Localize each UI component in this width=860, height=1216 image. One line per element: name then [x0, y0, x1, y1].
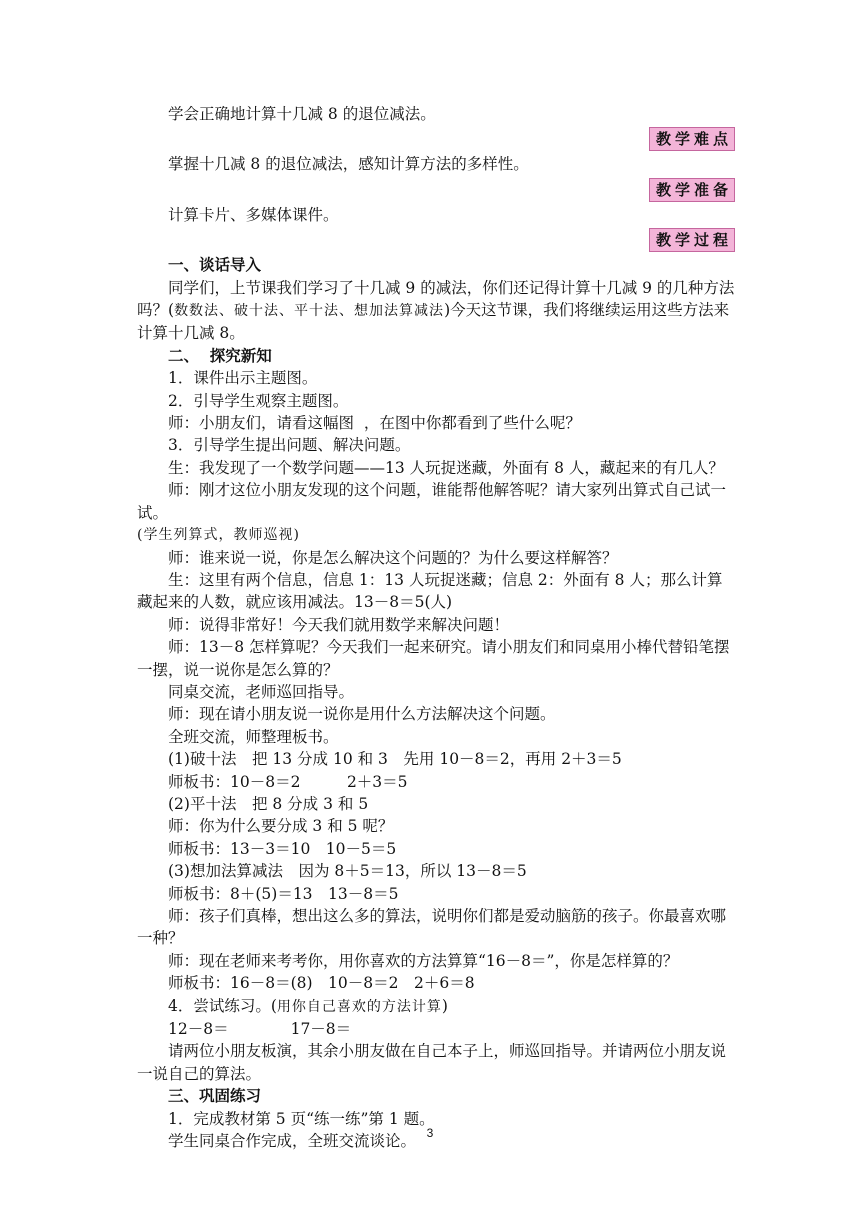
text-line: 师：刚才这位小朋友发现的这个问题，谁能帮他解答呢？请大家列出算式自己试一试。 [137, 481, 727, 522]
text-line: 师板书：8＋(5)＝13 13－8＝5 [168, 884, 399, 903]
paragraph: 请两位小朋友板演，其余小朋友做在自己本子上，师巡回指导。并请两位小朋友说一说自己的算法。 [137, 1042, 727, 1083]
heading-badge-difficulty: 教学难点 [649, 127, 735, 151]
text-line: 师板书：10－8＝2 2＋3＝5 [168, 772, 408, 791]
text-line: 师板书：16－8＝(8) 10－8＝2 2＋6＝8 [168, 974, 475, 993]
text-line: 师：谁来说一说，你是怎么解决这个问题的？为什么要这样解答？ [168, 548, 618, 567]
text-line: 师板书：13－3＝10 10－5＝5 [168, 839, 397, 858]
text-line: 12－8＝ 17－8＝ [168, 1020, 352, 1039]
section-heading: 三、巩固练习 [168, 1086, 262, 1106]
paragraph: 同学们，上节课我们学习了十几减 9 的减法，你们还记得计算十几减 9 的几种方法吗？(数数法、破十法、平十法、想加法算减法)今天这节课，我们将继续运用这些方法来计算十几减 8。 [137, 278, 735, 343]
paragraph: 生：这里有两个信息，信息 1：13 人玩捉迷藏；信息 2：外面有 8 人；那么计算藏起来的人数，就应该用减法。13－8＝5(人) [137, 570, 723, 612]
text-line: 3．引导学生提出问题、解决问题。 [168, 436, 411, 455]
text-line: (3)想加法算减法 因为 8＋5＝13，所以 13－8＝5 [168, 862, 527, 881]
text-line: 生：我发现了一个数学问题——13 人玩捉迷藏，外面有 8 人，藏起来的有几人？ [168, 458, 724, 477]
text-line: 师：说得非常好！今天我们就用数学来解决问题！ [168, 615, 510, 634]
text-line: 1．课件出示主题图。 [168, 369, 318, 388]
heading-row [137, 125, 737, 153]
text-line: 师：你为什么要分成 3 和 5 呢？ [168, 817, 394, 836]
heading-badge-preparation: 教学准备 [649, 178, 735, 202]
text-line: (1)破十法 把 13 分成 10 和 3 先用 10－8＝2，再用 2＋3＝5 [168, 750, 622, 769]
page-number: 3 [426, 1126, 434, 1140]
text-line: 师：现在请小朋友说一说你是用什么方法解决这个问题。 [168, 705, 556, 724]
text-line: 同桌交流，老师巡回指导。 [168, 682, 355, 701]
text-line: 全班交流，师整理板书。 [168, 727, 339, 746]
text-line: 师：孩子们真棒，想出这么多的算法，说明你们都是爱动脑筋的孩子。你最喜欢哪一种？ [137, 907, 727, 948]
section-heading: 一、谈话导入 [168, 255, 262, 275]
text-line: 计算卡片、多媒体课件。 [168, 205, 339, 224]
text-line: 师：现在老师来考考你，用你喜欢的方法算算“16－8＝”，你是怎样算的？ [168, 951, 679, 970]
text-line: 4．尝试练习。(用你自己喜欢的方法计算) [168, 996, 448, 1015]
text-line: (学生列算式，教师巡视) [137, 527, 300, 544]
heading-row [137, 176, 737, 204]
text-line: (2)平十法 把 8 分成 3 和 5 [168, 794, 369, 813]
text-line: 师：小朋友们，请看这幅图 ，在图中你都看到了些什么呢？ [168, 414, 581, 433]
heading-badge-process: 教学过程 [649, 228, 735, 252]
text-line: 1．完成教材第 5 页“练一练”第 1 题。 [168, 1109, 435, 1128]
section-heading: 二、 探究新知 [168, 345, 272, 365]
paragraph: 师：13－8 怎样算呢？今天我们一起来研究。请小朋友们和同桌用小棒代替铅笔摆一摆，说一说你是怎么算的？ [137, 638, 730, 679]
text-line: 学会正确地计算十几减 8 的退位减法。 [168, 105, 436, 123]
lesson-content [137, 103, 737, 1152]
text-line: 学生同桌合作完成，全班交流谈论。 [168, 1132, 417, 1151]
heading-row [137, 226, 737, 254]
text-line: 2．引导学生观察主题图。 [168, 391, 349, 410]
text-line: 掌握十几减 8 的退位减法，感知计算方法的多样性。 [168, 155, 529, 174]
